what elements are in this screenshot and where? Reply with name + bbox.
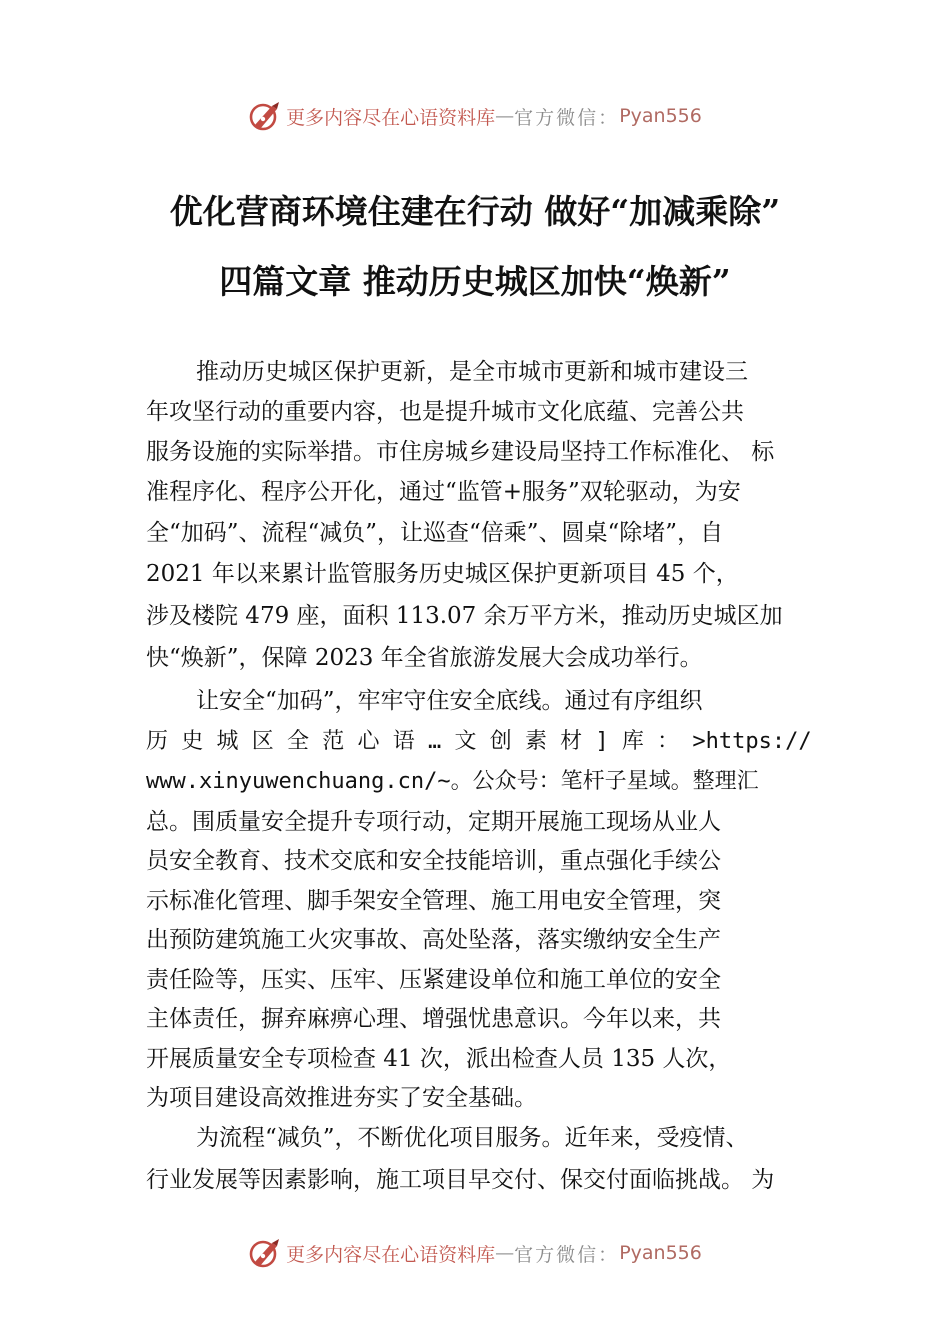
banner-separator: —: [495, 1242, 515, 1264]
body-line: 快“焕新”，保障 2023 年全省旅游发展大会成功举行。: [146, 645, 703, 671]
body-line: 服务设施的实际举措。市住房城乡建设局坚持工作标准化、 标: [146, 439, 775, 465]
body-line: 出预防建筑施工火灾事故、高处坠落，落实缴纳安全生产: [146, 927, 721, 953]
header-banner: [0, 96, 950, 136]
body-line: 主体责任，摒弃麻痹心理、增强忧患意识。今年以来，共: [146, 1006, 721, 1032]
body-line: 让安全“加码”，牢牢守住安全底线。通过有序组织: [196, 688, 703, 714]
banner-text: 更多内容尽在心语资料库: [286, 106, 496, 129]
banner-wechat-id: Pyan556: [619, 1242, 702, 1264]
body-line: 推动历史城区保护更新，是全市城市更新和城市建设三: [196, 359, 748, 385]
body-line: 2021 年以来累计监管服务历史城区保护更新项目 45 个，: [146, 561, 739, 587]
document-title-line-1: 优化营商环境住建在行动 做好“加减乘除”: [169, 192, 781, 231]
banner-separator: —: [495, 105, 515, 127]
body-line: 行业发展等因素影响，施工项目早交付、保交付面临挑战。 为: [146, 1167, 775, 1193]
body-line: 全“加码”、流程“减负”，让巡查“倍乘”、圆桌“除堵”，自: [146, 520, 724, 546]
banner-wechat-label: 官方微信：: [514, 106, 620, 129]
banner-wechat-id: Pyan556: [619, 105, 702, 127]
body-line: 准程序化、程序公开化，通过“监管+服务”双轮驱动，为安: [146, 479, 741, 505]
document-title-line-2: 四篇文章 推动历史城区加快“焕新”: [219, 262, 731, 301]
body-line: 涉及楼院 479 座，面积 113.07 余万平方米，推动历史城区加: [146, 603, 783, 629]
body-line: 为流程“减负”，不断优化项目服务。近年来，受疫情、: [196, 1125, 749, 1151]
body-line: 总。围质量安全提升专项行动，定期开展施工现场从业人: [146, 809, 721, 835]
body-line: 示标准化管理、脚手架安全管理、施工用电安全管理，突: [146, 888, 721, 914]
pen-nib-logo-icon: [248, 99, 282, 133]
body-line: 责任险等，压实、压牢、压紧建设单位和施工单位的安全: [146, 967, 721, 993]
body-line: 员安全教育、技术交底和安全技能培训，重点强化手续公: [146, 848, 721, 874]
banner-text: 更多内容尽在心语资料库: [286, 1243, 496, 1266]
body-line: 开展质量安全专项检查 41 次，派出检查人员 135 人次，: [146, 1046, 732, 1072]
body-line: 历 史 城 区 全 范 心 语 … 文 创 素 材 ] 库 ： >https://: [146, 729, 812, 754]
footer-banner: [0, 1233, 950, 1273]
body-line: 年攻坚行动的重要内容，也是提升城市文化底蕴、完善公共: [146, 399, 744, 425]
body-line: www.xinyuwenchuang.cn/~。公众号：笔杆子星域。整理汇: [146, 769, 759, 794]
body-line: 为项目建设高效推进夯实了安全基础。: [146, 1085, 537, 1111]
pen-nib-logo-icon: [248, 1236, 282, 1270]
banner-wechat-label: 官方微信：: [514, 1243, 620, 1266]
